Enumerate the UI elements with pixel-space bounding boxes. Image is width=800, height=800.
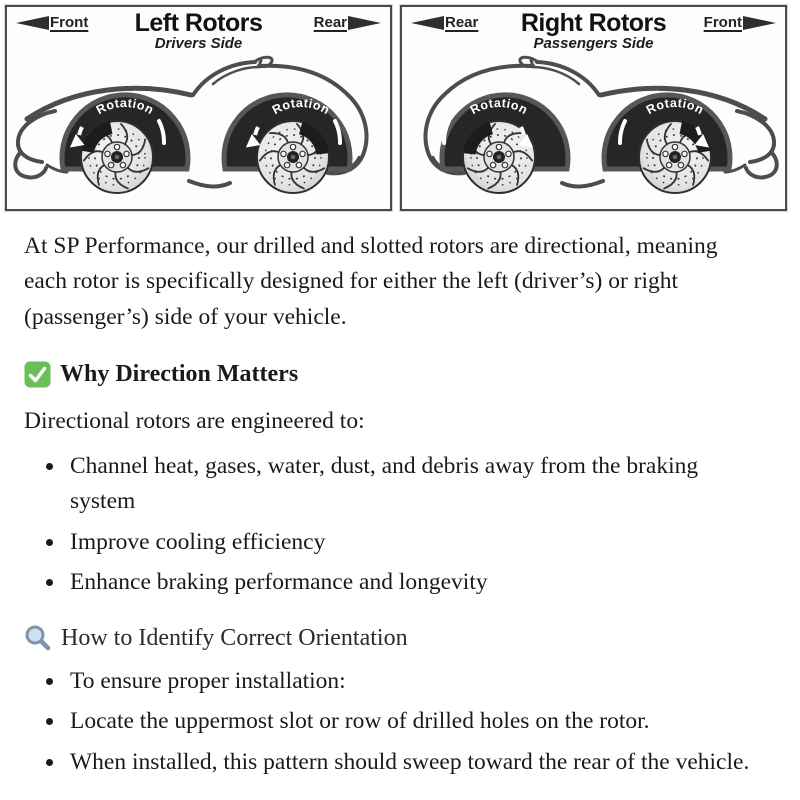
why-lead-text: Directional rotors are engineered to:	[24, 407, 365, 434]
rotation-label: Rotation	[269, 95, 333, 118]
panel-subtitle: Passengers Side	[533, 35, 654, 53]
car-left-illustration	[7, 51, 390, 209]
how-bullet-list	[24, 664, 760, 780]
front-label: Front	[50, 14, 89, 31]
list-item: • Improve cooling efficiency	[66, 525, 760, 560]
front-label: Front	[703, 14, 742, 31]
arrow-right-icon	[348, 15, 382, 31]
rear-label: Rear	[445, 14, 479, 31]
arrow-right-icon	[743, 15, 777, 31]
panel-right-header	[402, 7, 785, 53]
arrow-left-icon	[410, 15, 444, 31]
arrow-left-icon	[15, 15, 49, 31]
list-item: • Channel heat, gases, water, dust, and debris away from the braking system	[66, 449, 760, 520]
rotation-label: Rotation	[643, 95, 707, 118]
why-bullet-list	[24, 449, 760, 600]
magnifying-glass-icon	[24, 624, 52, 652]
front-direction-left-panel	[15, 14, 88, 31]
panel-left-header	[7, 7, 390, 53]
list-item: • Locate the uppermost slot or row of drilled holes on the rotor.	[66, 704, 760, 739]
intro-paragraph: At SP Performance, our drilled and slotted rotors are directional, meaning each rotor is specifically designed for either the left (driver’s) or right (passenger’s) side of your vehicle.	[24, 233, 718, 330]
rear-direction-left-panel	[314, 14, 382, 31]
list-item: • When installed, this pattern should sweep toward the rear of the vehicle.	[66, 745, 760, 780]
diagram-panel-left	[5, 5, 392, 211]
rear-label: Rear	[313, 14, 347, 31]
rotation-label: Rotation	[467, 95, 531, 118]
how-to-identify-heading	[24, 624, 760, 652]
heading-text: How to Identify Correct Orientation	[61, 624, 408, 651]
panel-subtitle: Drivers Side	[154, 35, 243, 53]
panel-title: Left Rotors	[134, 9, 263, 37]
panel-title: Right Rotors	[520, 9, 667, 37]
list-item: • Enhance braking performance and longevity	[66, 565, 760, 600]
heading-text: Why Direction Matters	[60, 360, 299, 387]
check-mark-icon	[24, 361, 51, 388]
rotor-direction-diagram	[0, 0, 800, 211]
rear-direction-right-panel	[410, 14, 478, 31]
why-direction-matters-heading	[24, 361, 760, 388]
front-direction-right-panel	[704, 14, 777, 31]
diagram-panel-right	[400, 5, 787, 211]
list-item: • To ensure proper installation:	[66, 664, 760, 699]
article-body	[0, 211, 800, 780]
car-right-illustration	[402, 51, 785, 209]
rotation-label: Rotation	[93, 95, 157, 118]
